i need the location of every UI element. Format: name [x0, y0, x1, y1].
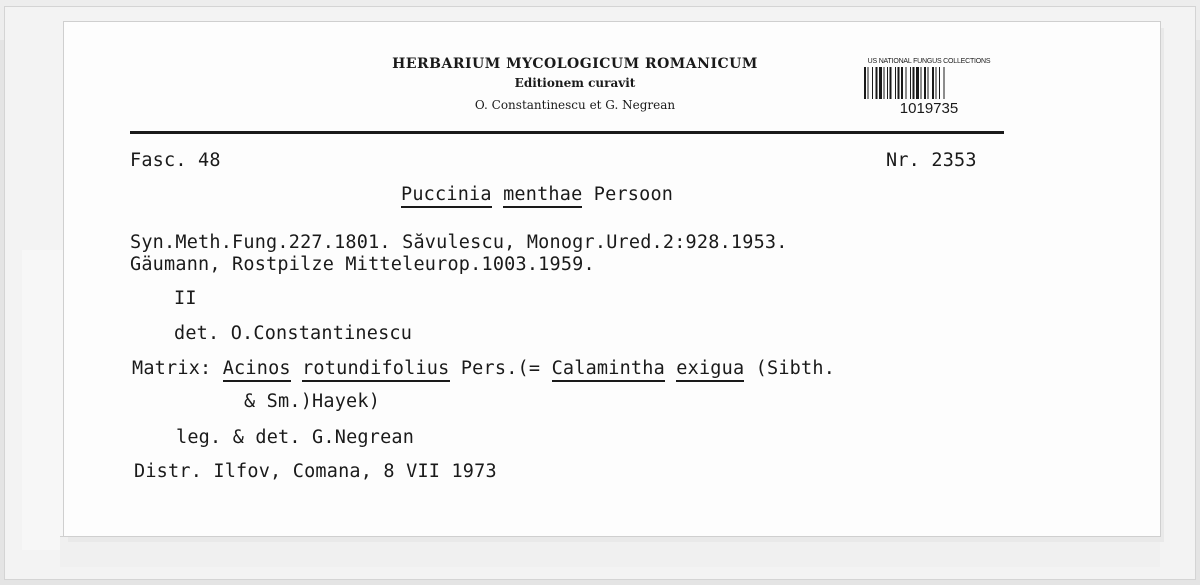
barcode-bar: [884, 67, 885, 99]
host-genus: Acinos: [223, 358, 291, 382]
header-rule: [130, 131, 1004, 134]
barcode-bar: [928, 67, 929, 99]
packet-edge-bottom: [60, 536, 1160, 567]
taxon-epithet: menthae: [503, 184, 582, 208]
barcode-collection: US NATIONAL FUNGUS COLLECTIONS: [867, 58, 991, 65]
barcode-bar: [890, 67, 892, 99]
synonym-genus: Calamintha: [552, 358, 665, 382]
fascicle: Fasc. 48: [130, 150, 221, 171]
barcode-bar: [879, 67, 882, 99]
citation-line-2: Gäumann, Rostpilze Mitteleurop.1003.1959.: [130, 254, 595, 275]
barcode-bar: [939, 67, 940, 99]
matrix-label: Matrix:: [132, 358, 212, 379]
synonym-epithet: exigua: [676, 358, 744, 382]
barcode-bar: [887, 67, 888, 99]
barcode-bar: [944, 67, 945, 99]
barcode-bar: [932, 67, 934, 99]
packet-edge-left: [22, 250, 67, 550]
barcode-bar: [906, 67, 907, 99]
citation-line-1: Syn.Meth.Fung.227.1801. Săvulescu, Monogr.Ured.2:928.1953.: [130, 232, 788, 253]
barcode-bars: [862, 67, 996, 99]
synonym-author-1: (Sibth.: [755, 358, 836, 379]
barcode-bar: [876, 67, 878, 99]
barcode-bar: [921, 67, 922, 99]
label-header: [360, 56, 790, 112]
herbarium-subtitle: Editionem curavit: [514, 76, 636, 90]
barcode-bar: [910, 67, 911, 99]
barcode-bar: [872, 67, 873, 99]
barcode-bar: [868, 67, 869, 99]
host-author: Pers.(=: [460, 358, 541, 379]
exsiccata-number: Nr. 2353: [886, 150, 977, 171]
determiner: det. O.Constantinescu: [174, 323, 413, 344]
collector: leg. & det. G.Negrean: [176, 427, 415, 448]
barcode-number: 1019735: [899, 100, 959, 117]
taxon-genus: Puccinia: [401, 184, 492, 208]
barcode-bar: [924, 67, 926, 99]
spore-stage: II: [174, 288, 197, 309]
barcode-bar: [901, 67, 903, 99]
taxon-name: [401, 184, 673, 205]
barcode-bar: [864, 67, 866, 99]
barcode-bar: [895, 67, 896, 99]
herbarium-title: HERBARIUM MYCOLOGICUM ROMANICUM: [392, 56, 758, 72]
barcode-label: [856, 58, 1002, 117]
locality: Distr. Ilfov, Comana, 8 VII 1973: [134, 461, 497, 482]
barcode-bar: [898, 67, 900, 99]
barcode-bar: [913, 67, 915, 99]
synonym-author-2: & Sm.)Hayek): [244, 391, 381, 412]
barcode-bar: [916, 67, 919, 99]
taxon-author: Persoon: [593, 184, 674, 205]
herbarium-editors: O. Constantinescu et G. Negrean: [474, 98, 676, 112]
barcode-bar: [936, 67, 937, 99]
host-epithet: rotundifolius: [302, 358, 449, 382]
matrix-line: [132, 358, 835, 379]
